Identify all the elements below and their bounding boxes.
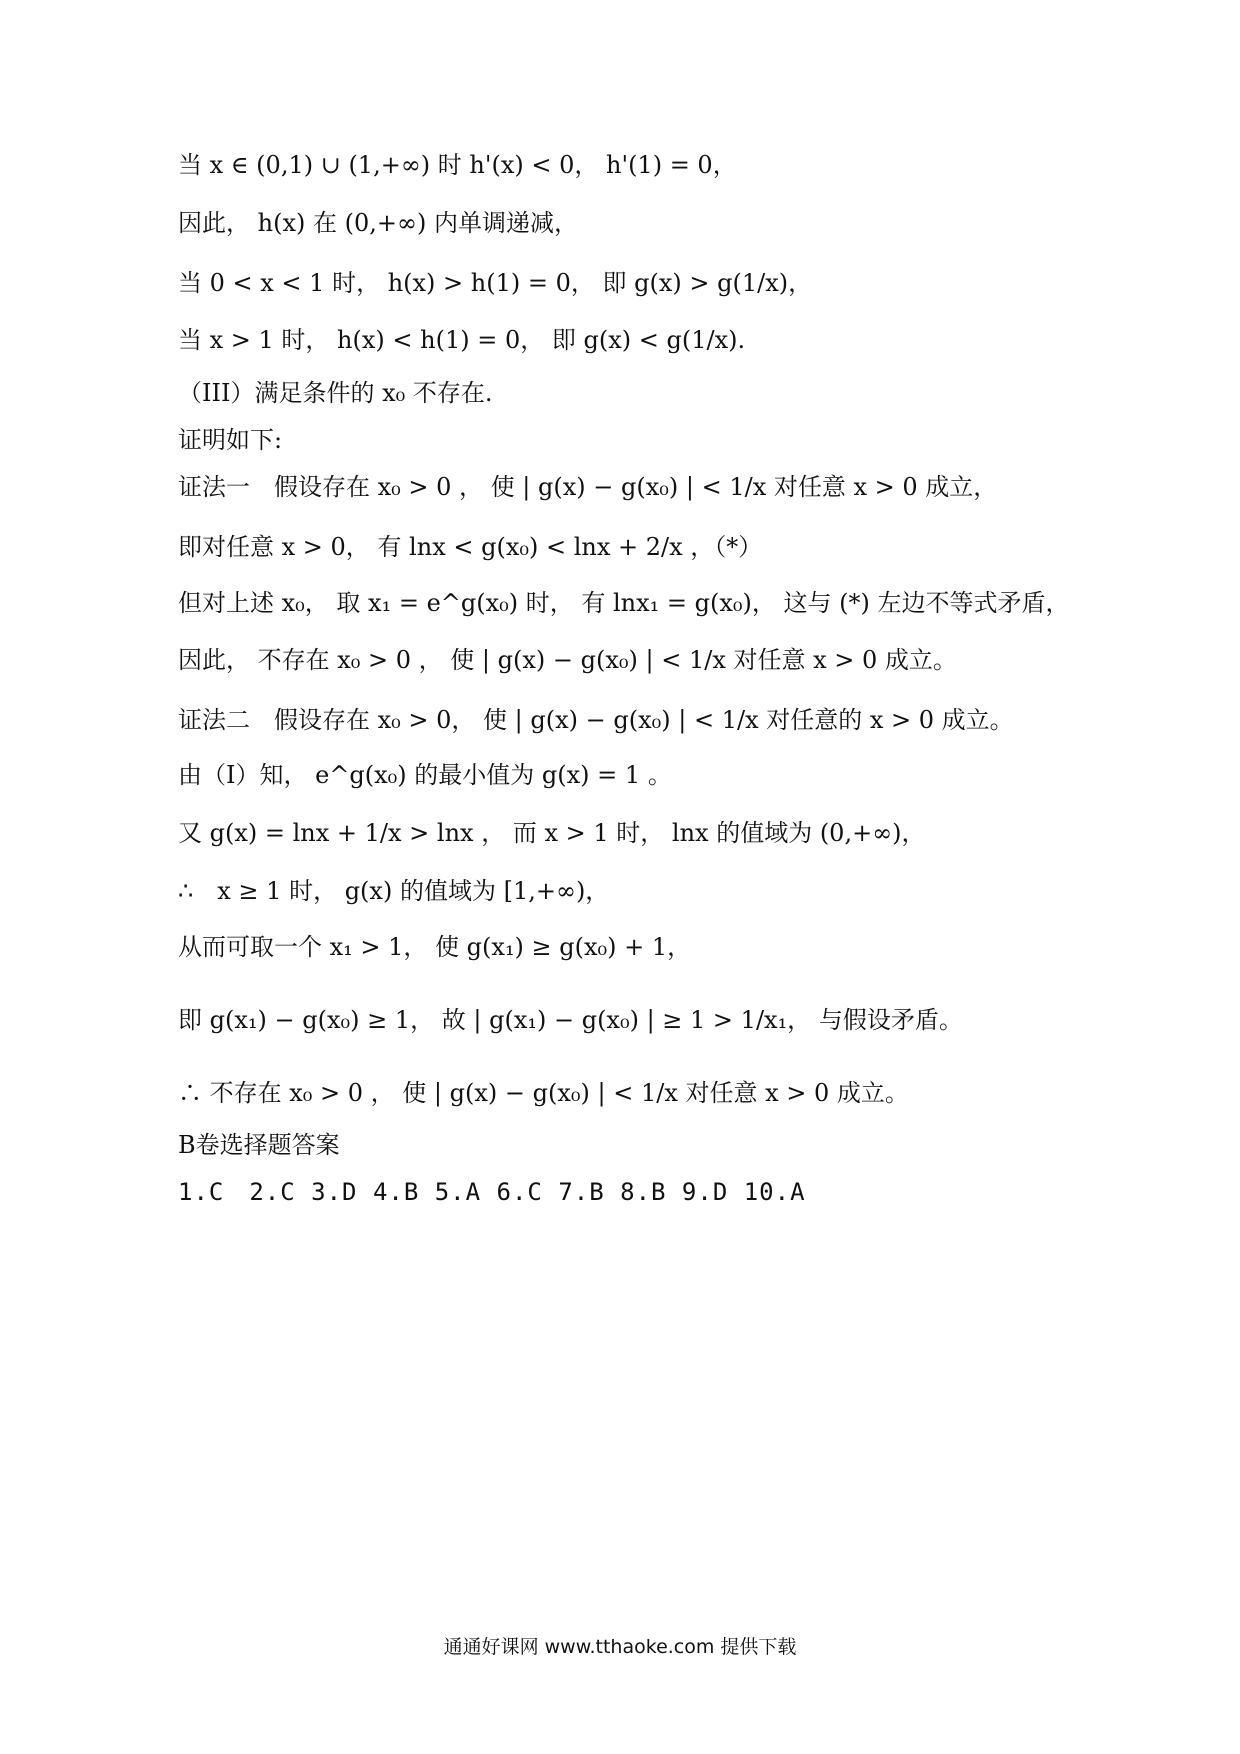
line-16: 即 g(x₁) − g(x₀) ≥ 1， 故 | g(x₁) − g(x₀) | ≥ 1 > 1/x₁， 与假设矛盾。 [178, 1006, 963, 1034]
line-7: 证法一 假设存在 x₀ > 0 ， 使 | g(x) − g(x₀) | < 1/x 对任意 x > 0 成立， [178, 473, 998, 501]
line-8: 即对任意 x > 0， 有 lnx < g(x₀) < lnx + 2/x ，（*） [178, 533, 763, 561]
line-5: （III）满足条件的 x₀ 不存在. [178, 379, 493, 407]
line-18: B卷选择题答案 [178, 1131, 340, 1159]
answer-key-line: 1.C 2.C 3.D 4.B 5.A 6.C 7.B 8.B 9.D 10.A [178, 1178, 806, 1206]
line-17: ∴ 不存在 x₀ > 0 ， 使 | g(x) − g(x₀) | < 1/x 对任意 x > 0 成立。 [178, 1079, 909, 1107]
line-12: 由（Ⅰ）知， e^g(x₀) 的最小值为 g(x) = 1 。 [178, 761, 672, 789]
line-11: 证法二 假设存在 x₀ > 0， 使 | g(x) − g(x₀) | < 1/x 对任意的 x > 0 成立。 [178, 706, 1014, 734]
line-4: 当 x > 1 时， h(x) < h(1) = 0， 即 g(x) < g(1/x). [178, 326, 746, 354]
footer-source: 通通好课网 www.tthaoke.com 提供下载 [443, 1636, 797, 1658]
line-13: 又 g(x) = lnx + 1/x > lnx ， 而 x > 1 时， lnx 的值域为 (0,+∞)， [178, 819, 926, 847]
line-1: 当 x ∈ (0,1) ∪ (1,+∞) 时 h'(x) < 0， h'(1) = 0， [178, 151, 737, 179]
line-10: 因此， 不存在 x₀ > 0 ， 使 | g(x) − g(x₀) | < 1/x 对任意 x > 0 成立。 [178, 646, 957, 674]
line-6: 证明如下: [178, 426, 283, 454]
line-3: 当 0 < x < 1 时， h(x) > h(1) = 0， 即 g(x) > g(1/x)， [178, 269, 813, 297]
line-2: 因此， h(x) 在 (0,+∞) 内单调递减， [178, 209, 578, 237]
line-15: 从而可取一个 x₁ > 1， 使 g(x₁) ≥ g(x₀) + 1， [178, 933, 692, 961]
line-9: 但对上述 x₀， 取 x₁ = e^g(x₀) 时， 有 lnx₁ = g(x₀)， 这与 (*) 左边不等式矛盾， [178, 589, 1070, 617]
line-14: ∴ x ≥ 1 时， g(x) 的值域为 [1,+∞)， [178, 877, 610, 905]
